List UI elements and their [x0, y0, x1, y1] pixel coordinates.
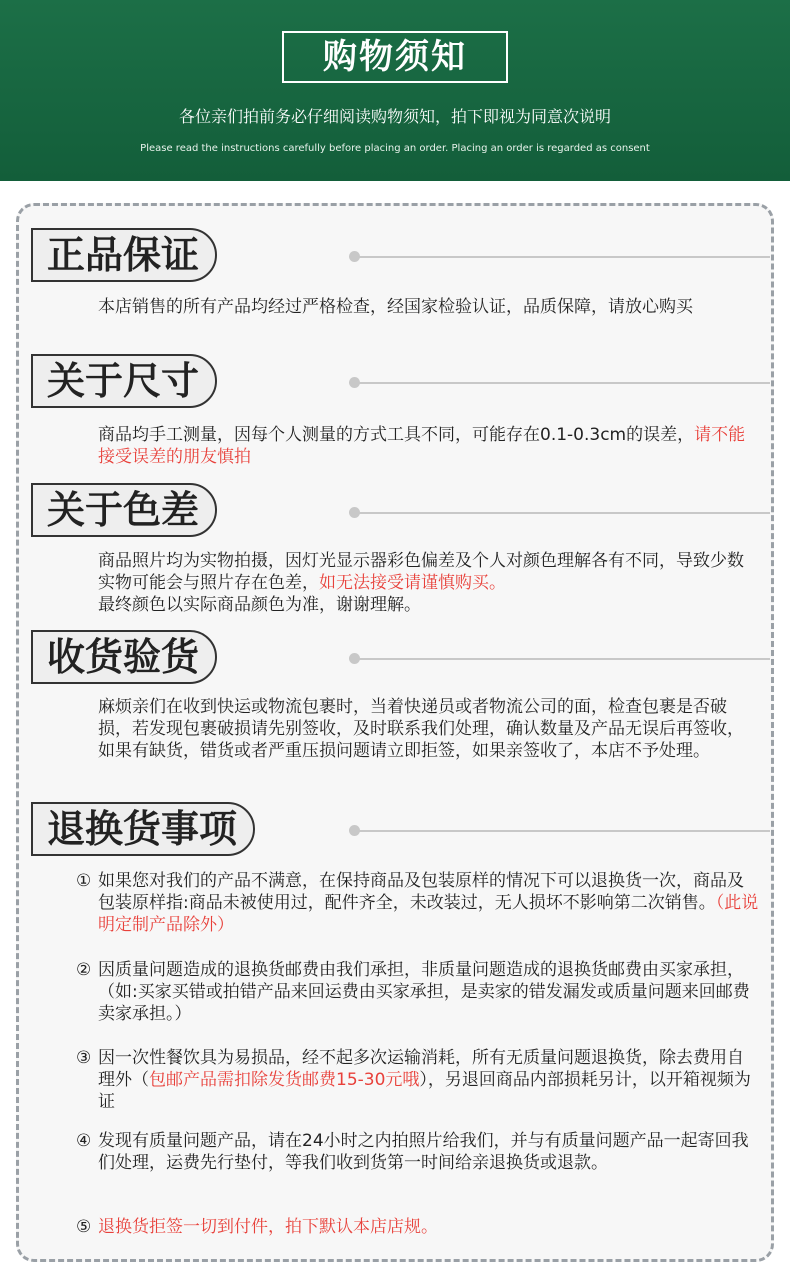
return-rule-item — [76, 1130, 760, 1174]
section-title-returns: 退换货事项 — [31, 802, 255, 856]
item-text-main: 因一次性餐饮具为易损品，经不起多次运输消耗，所有无质量问题退换货，除去费用自理外（ — [98, 1048, 744, 1090]
separator-line — [355, 512, 770, 514]
separator-line — [355, 830, 770, 832]
size-text-warning: 请不能接受误差的朋友慎拍 — [98, 425, 746, 467]
subtitle-chinese: 各位亲们拍前务必仔细阅读购物须知，拍下即视为同意次说明 — [178, 107, 611, 126]
header-banner — [0, 0, 790, 181]
item-text — [98, 1047, 760, 1113]
color-text-after: 最终颜色以实际商品颜色为准，谢谢理解。 — [98, 595, 421, 615]
section-title-color: 关于色差 — [31, 483, 217, 537]
separator-line — [355, 658, 770, 660]
genuine-text: 本店销售的所有产品均经过严格检查，经国家检验认证，品质保障，请放心购买 — [98, 297, 693, 317]
item-text-red: 包邮产品需扣除发货邮费15-30元哦 — [149, 1070, 420, 1090]
color-text-main: 商品照片均为实物拍摄，因灯光显示器彩色偏差及个人对颜色理解各有不同，导致少数实物可能会与照片存在色差， — [98, 551, 744, 593]
item-number: ① — [76, 871, 92, 891]
item-text — [98, 870, 760, 936]
item-number: ② — [76, 960, 92, 980]
return-rule-item — [76, 1047, 760, 1113]
section-title-size: 关于尺寸 — [31, 354, 217, 408]
return-rule-item — [76, 1216, 760, 1238]
item-text-red: （此说明定制产品除外） — [98, 893, 759, 935]
section-title-genuine: 正品保证 — [31, 228, 217, 282]
receipt-text: 麻烦亲们在收到快运或物流包裹时，当着快递员或者物流公司的面，检查包裹是否破损，若发现包裹破损请先别签收，及时联系我们处理，确认数量及产品无误后再签收，如果有缺货，错货或者严重压损问题请立即拒签，如果亲签收了，本店不予处理。 — [98, 697, 744, 761]
return-rule-item — [76, 870, 760, 936]
item-text-main: 因质量问题造成的退换货邮费由我们承担，非质量问题造成的退换货邮费由买家承担，（如:买家买错或拍错产品来回运费由买家承担，是卖家的错发漏发或质量问题来回邮费卖家承担。） — [98, 960, 750, 1024]
item-number: ③ — [76, 1048, 92, 1068]
item-text-red: 退换货拒签一切到付件，拍下默认本店店规。 — [98, 1217, 438, 1237]
size-text-main: 商品均手工测量，因每个人测量的方式工具不同，可能存在0.1-0.3cm的误差， — [98, 425, 695, 445]
item-text-main: 如果您对我们的产品不满意，在保持商品及包装原样的情况下可以退换货一次，商品及包装原样指:商品未被使用过，配件齐全，未改装过，无人损坏不影响第二次销售。 — [98, 871, 744, 913]
section-title-receipt: 收货验货 — [31, 630, 217, 684]
item-text — [98, 959, 760, 1025]
item-text — [98, 1130, 760, 1174]
color-text-warning: 如无法接受请谨慎购买。 — [319, 573, 506, 593]
color-text — [98, 550, 758, 616]
item-text — [98, 1216, 760, 1238]
item-number: ④ — [76, 1131, 92, 1151]
separator-line — [355, 256, 770, 258]
subtitle-english: Please read the instructions carefully before placing an order. Placing an order is regarded as consent — [140, 143, 650, 154]
page-title: 购物须知 — [282, 31, 508, 83]
item-text-after: ），另退回商品内部损耗另计，以开箱视频为证 — [98, 1070, 751, 1112]
separator-line — [355, 382, 770, 384]
size-text — [98, 424, 758, 468]
item-number: ⑤ — [76, 1217, 92, 1237]
item-text-main: 发现有质量问题产品，请在24小时之内拍照片给我们，并与有质量问题产品一起寄回我们处理，运费先行垫付，等我们收到货第一时间给亲退换货或退款。 — [98, 1131, 749, 1173]
return-rule-item — [76, 959, 760, 1025]
